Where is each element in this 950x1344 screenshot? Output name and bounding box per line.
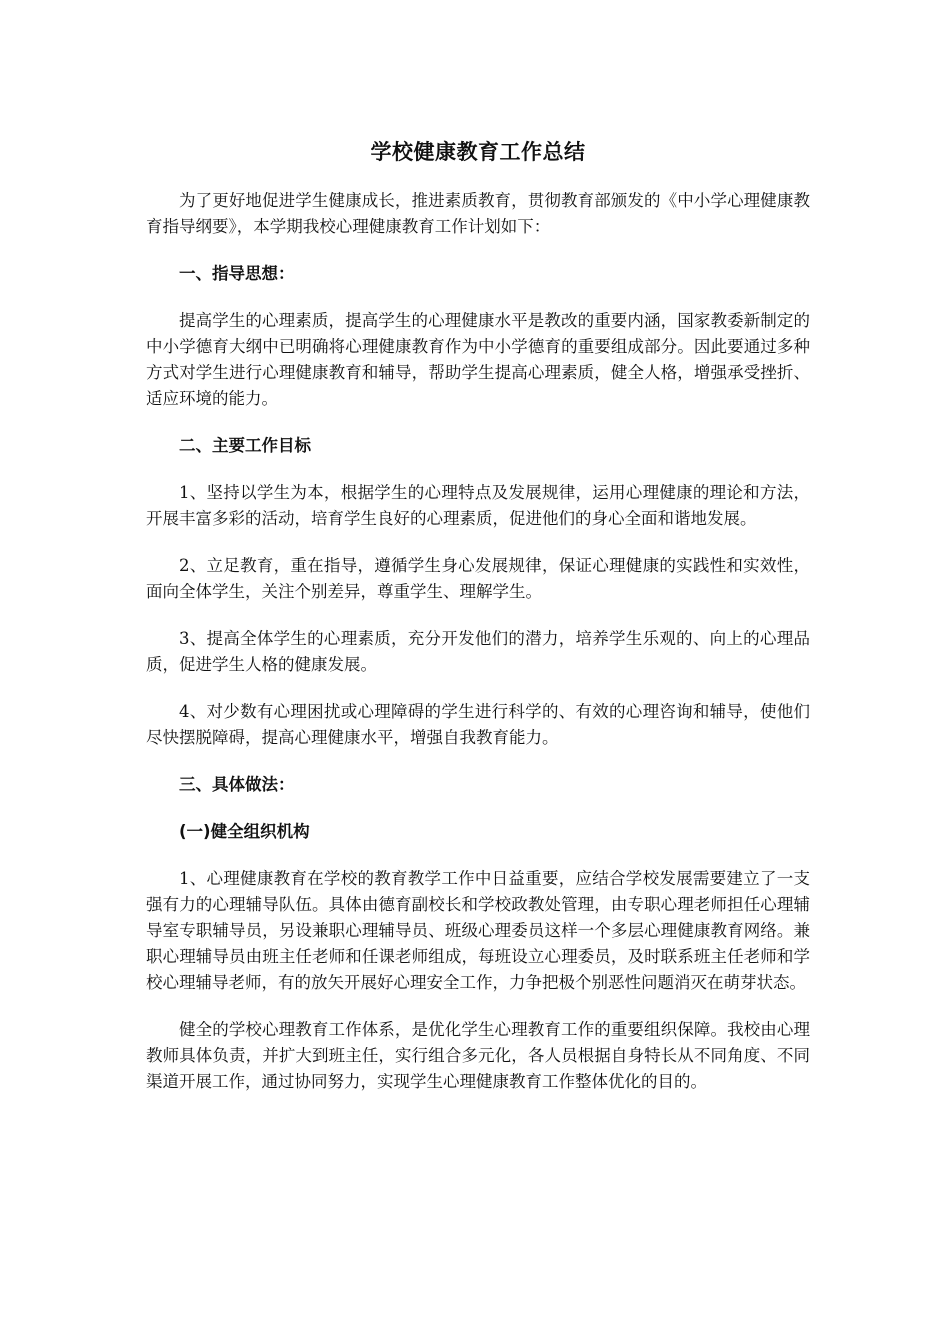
section-heading-guiding-ideology: 一、指导思想： [179, 264, 295, 283]
intro-paragraph: 为了更好地促进学生健康成长，推进素质教育，贯彻教育部颁发的《中小学心理健康教育指导纲要》，本学期我校心理健康教育工作计划如下： [146, 191, 810, 236]
organization-paragraph-1: 1、心理健康教育在学校的教育教学工作中日益重要，应结合学校发展需要建立了一支强有力的心理辅导队伍。具体由德育副校长和学校政教处管理，由专职心理老师担任心理辅导室专职辅导员，另设兼职心理辅导员、班级心理委员这样一个多层心理健康教育网络。兼职心理辅导员由班主任老师和任课老师组成，每班设立心理委员，及时联系班主任老师和学校心理辅导老师，有的放矢开展好心理安全工作，力争把极个别恶性问题消灭在萌芽状态。 [146, 869, 810, 992]
subsection-heading-organization: (一)健全组织机构 [179, 822, 310, 841]
section-heading-main-goals: 二、主要工作目标 [179, 436, 311, 455]
section-heading-methods: 三、具体做法： [179, 775, 295, 794]
goal-item-2: 2、立足教育，重在指导，遵循学生身心发展规律，保证心理健康的实践性和实效性，面向全体学生，关注个别差异，尊重学生、理解学生。 [146, 556, 810, 601]
document-title: 学校健康教育工作总结 [370, 140, 586, 164]
goal-item-3: 3、提高全体学生的心理素质，充分开发他们的潜力，培养学生乐观的、向上的心理品质，促进学生人格的健康发展。 [146, 629, 810, 674]
goal-item-1: 1、坚持以学生为本，根据学生的心理特点及发展规律，运用心理健康的理论和方法，开展丰富多彩的活动，培育学生良好的心理素质，促进他们的身心全面和谐地发展。 [146, 483, 810, 528]
organization-paragraph-2: 健全的学校心理教育工作体系，是优化学生心理教育工作的重要组织保障。我校由心理教师具体负责，并扩大到班主任，实行组合多元化，各人员根据自身特长从不同角度、不同渠道开展工作，通过协同努力，实现学生心理健康教育工作整体优化的目的。 [146, 1020, 810, 1091]
guiding-ideology-paragraph: 提高学生的心理素质，提高学生的心理健康水平是教改的重要内涵，国家教委新制定的中小学德育大纲中已明确将心理健康教育作为中小学德育的重要组成部分。因此要通过多种方式对学生进行心理健康教育和辅导，帮助学生提高心理素质，健全人格，增强承受挫折、适应环境的能力。 [146, 311, 810, 408]
goal-item-4: 4、对少数有心理困扰或心理障碍的学生进行科学的、有效的心理咨询和辅导，使他们尽快摆脱障碍，提高心理健康水平，增强自我教育能力。 [146, 702, 810, 747]
document-content [146, 132, 810, 1116]
